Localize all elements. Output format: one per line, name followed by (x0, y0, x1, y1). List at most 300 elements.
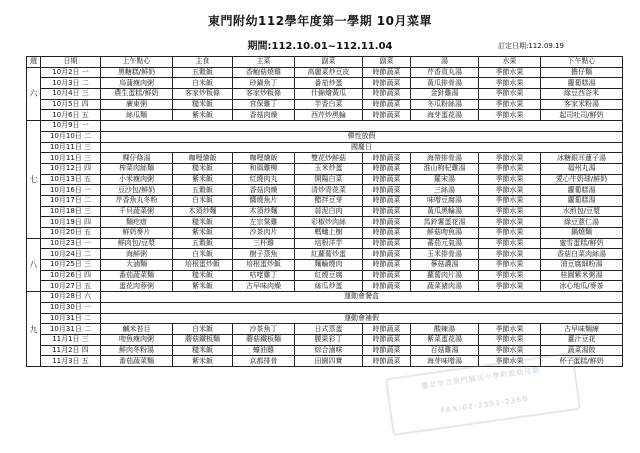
date-text: 10月16日 (49, 185, 82, 194)
staple-cell: 五穀飯 (173, 67, 233, 78)
staple-cell: 五穀飯 (173, 185, 233, 196)
staple-cell: 糙米飯 (173, 270, 233, 281)
am-snack-cell: 榨菜肉絲麵 (101, 163, 173, 174)
main-dish-cell: 三杯雞 (233, 238, 295, 249)
pm-snack-cell: 桂圓紫米粥湯 (541, 270, 623, 281)
pm-snack-cell: 客家米粉湯 (541, 99, 623, 110)
fruit-cell: 季節水果 (479, 324, 541, 335)
date-cell (41, 131, 101, 142)
day-row (27, 153, 623, 164)
day-row (27, 67, 623, 78)
menu-body (27, 67, 623, 366)
date-cell (41, 228, 101, 239)
staple-cell: 紫米飯 (173, 174, 233, 185)
main-dish-cell: 砂鍋魚丁 (233, 78, 295, 89)
pm-snack-cell: 擔仔麵 (541, 67, 623, 78)
pm-snack-cell: 鍋燒麵 (541, 228, 623, 239)
weekday-text: 二 (81, 78, 89, 87)
menu-period: 期間:112.10.01~112.11.04 (247, 41, 393, 52)
soup-cell: 酸辣湯 (411, 324, 479, 335)
side-dish-1-cell: 麵輪燒肉 (295, 260, 363, 271)
weekday-text: 三 (84, 260, 92, 269)
day-row (27, 281, 623, 292)
day-row (27, 270, 623, 281)
weekday-text: 一 (81, 121, 89, 130)
day-row (27, 324, 623, 335)
staple-cell: 培根蛋炒飯 (173, 260, 233, 271)
date-cell (41, 217, 101, 228)
pm-snack-cell: 杯子蛋糕/鮮奶 (541, 356, 623, 367)
soup-cell: 蘿蔔肉片湯 (411, 270, 479, 281)
date-cell (41, 281, 101, 292)
side-dish-2-cell: 時節蔬菜 (363, 217, 411, 228)
date-text: 10月31日 (49, 324, 82, 333)
side-dish-1-cell: 培根洋芋 (295, 238, 363, 249)
pm-snack-cell: 福州丸湯 (541, 163, 623, 174)
side-dish-2-cell: 時節蔬菜 (363, 206, 411, 217)
fruit-cell: 季節水果 (479, 217, 541, 228)
am-snack-cell: 海鮮粥 (101, 249, 173, 260)
staple-cell: 紫米飯 (173, 281, 233, 292)
main-dish-cell: 和風雞柳 (233, 163, 295, 174)
weekday-text: 一 (84, 303, 92, 312)
am-snack-cell: 番茄蔬菜麵 (101, 356, 173, 367)
soup-cell: 三絲湯 (411, 185, 479, 196)
side-dish-2-cell: 時節蔬菜 (363, 281, 411, 292)
side-dish-2-cell: 時節蔬菜 (363, 174, 411, 185)
date-text: 10月12日 (49, 164, 82, 173)
fruit-cell: 季節水果 (479, 174, 541, 185)
date-cell (41, 260, 101, 271)
header-soup: 湯 (411, 57, 479, 68)
am-snack-cell: 番茄蔬菜麵 (101, 270, 173, 281)
staple-cell: 糙米飯 (173, 345, 233, 356)
side-dish-2-cell: 時節蔬菜 (363, 228, 411, 239)
am-snack-cell: 麵疙瘩 (101, 217, 173, 228)
date-text: 10月24日 (49, 249, 82, 258)
date-cell (41, 121, 101, 132)
date-text: 10月3日 (52, 78, 80, 87)
staple-cell: 白米飯 (173, 195, 233, 206)
main-dish-cell: 香菇肉燥 (233, 110, 295, 121)
side-dish-2-cell: 時節蔬菜 (363, 78, 411, 89)
pm-snack-cell: 水煎包/豆漿 (541, 206, 623, 217)
staple-cell: 糙米飯 (173, 99, 233, 110)
fruit-cell: 季節水果 (479, 67, 541, 78)
side-dish-1-cell: 蒜泥白肉 (295, 206, 363, 217)
staple-cell: 紫米飯 (173, 110, 233, 121)
event-note: 運動會餐盒 (101, 292, 623, 303)
side-dish-1-cell: 紅燒豆腐 (295, 270, 363, 281)
main-dish-cell: 香鮑菇燒雞 (233, 67, 295, 78)
pm-snack-cell: 蘿蔔糕湯 (541, 78, 623, 89)
side-dish-1-cell: 綜合滷味 (295, 345, 363, 356)
soup-cell: 紫菜蛋花湯 (411, 334, 479, 345)
main-dish-cell: 咕咾雞丁 (233, 270, 295, 281)
soup-cell: 玉米排骨湯 (411, 249, 479, 260)
date-text: 10月4日 (52, 89, 80, 98)
weekday-text: 四 (84, 164, 92, 173)
fruit-cell: 季節水果 (479, 334, 541, 345)
main-dish-cell: 沙茶魚丁 (233, 324, 295, 335)
weekday-text: 二 (84, 313, 92, 322)
side-dish-1-cell: 田園四寶 (295, 356, 363, 367)
event-note: 國慶日 (101, 142, 623, 153)
day-row (27, 99, 623, 110)
fruit-cell: 季節水果 (479, 185, 541, 196)
side-dish-2-cell: 時節蔬菜 (363, 185, 411, 196)
main-dish-cell: 醬燒魚片 (233, 195, 295, 206)
fruit-cell: 季節水果 (479, 260, 541, 271)
pm-snack-cell: 綠豆薏仁湯 (541, 217, 623, 228)
pm-snack-cell: 綠豆西谷米 (541, 89, 623, 100)
date-text: 10月31日 (49, 313, 82, 322)
day-row (27, 185, 623, 196)
soup-cell: 蔬菜豬肉湯 (411, 281, 479, 292)
soup-cell: 淮山枸杞雞湯 (411, 163, 479, 174)
event-note: 彈性放假 (101, 131, 623, 142)
staple-cell: 白米飯 (173, 324, 233, 335)
note-row (27, 121, 623, 132)
date-text: 10月20日 (49, 228, 82, 237)
am-snack-cell: 鮮奶麥片 (101, 228, 173, 239)
weekday-text: 二 (84, 132, 92, 141)
weekday-text: 二 (84, 249, 92, 258)
weekday-text: 一 (84, 239, 92, 248)
day-row (27, 163, 623, 174)
date-cell (41, 313, 101, 324)
weekday-text: 四 (84, 271, 92, 280)
date-cell (41, 345, 101, 356)
am-snack-cell: 烏蒲瘦肉粥 (101, 78, 173, 89)
stamp-school-name: 臺北市立東門國民小學附設幼兒園 (420, 365, 541, 391)
date-text: 10月6日 (52, 110, 80, 119)
fruit-cell: 季節水果 (479, 99, 541, 110)
side-dish-2-cell: 時節蔬菜 (363, 249, 411, 260)
side-dish-2-cell: 時節蔬菜 (363, 260, 411, 271)
event-note (101, 302, 623, 313)
event-note: 運動會補假 (101, 313, 623, 324)
date-text: 10月10日 (49, 132, 82, 141)
side-dish-1-cell: 番茄炒蛋 (295, 78, 363, 89)
day-row (27, 206, 623, 217)
side-dish-2-cell: 時節蔬菜 (363, 356, 411, 367)
weekday-text: 二 (84, 196, 92, 205)
staple-cell: 糙米飯 (173, 217, 233, 228)
soup-cell: 金針雞湯 (411, 89, 479, 100)
note-row (27, 313, 623, 324)
pm-snack-cell: 蜜雪蛋糕/鮮奶 (541, 238, 623, 249)
day-row (27, 110, 623, 121)
day-row (27, 260, 623, 271)
pm-snack-cell: 薑汁豆花 (541, 334, 623, 345)
date-cell (41, 153, 101, 164)
staple-cell: 咖哩燴飯 (173, 153, 233, 164)
day-row (27, 345, 623, 356)
am-snack-cell: 大滷麵 (101, 260, 173, 271)
date-text: 10月17日 (49, 196, 82, 205)
main-dish-cell: 左宗棠雞 (233, 217, 295, 228)
soup-cell: 百菇雞湯 (411, 345, 479, 356)
side-dish-2-cell: 時節蔬菜 (363, 334, 411, 345)
date-cell (41, 206, 101, 217)
fruit-cell: 季節水果 (479, 249, 541, 260)
weekday-text: 四 (81, 345, 89, 354)
side-dish-1-cell: 彩椒炒肉絲 (295, 217, 363, 228)
date-text: 10月30日 (49, 303, 82, 312)
staple-cell: 白米飯 (173, 78, 233, 89)
soup-cell: 冬瓜粉絲湯 (411, 99, 479, 110)
side-dish-2-cell: 時節蔬菜 (363, 89, 411, 100)
fruit-cell: 季節水果 (479, 206, 541, 217)
side-dish-1-cell: 絲瓜炒蛋 (295, 281, 363, 292)
date-text: 10月23日 (49, 239, 82, 248)
pm-snack-cell: 起司吐司/鮮奶 (541, 110, 623, 121)
am-snack-cell: 廣東粥 (101, 99, 173, 110)
am-snack-cell: 鮮肉冬粉湯 (101, 345, 173, 356)
day-row (27, 238, 623, 249)
date-cell (41, 356, 101, 367)
pm-snack-cell: 愛心牛奶球/鮮奶 (541, 174, 623, 185)
weekday-text: 三 (81, 89, 89, 98)
side-dish-2-cell: 時節蔬菜 (363, 324, 411, 335)
am-snack-cell: 絲瓜麵 (101, 110, 173, 121)
header-side-dish-1: 副菜 (295, 57, 363, 68)
day-row (27, 217, 623, 228)
menu-table (26, 56, 623, 367)
day-row (27, 195, 623, 206)
staple-cell: 蘑菇鐵板麵 (173, 334, 233, 345)
day-row (27, 334, 623, 345)
staple-cell: 木須炒麵 (173, 206, 233, 217)
date-cell (41, 238, 101, 249)
date-cell (41, 249, 101, 260)
side-dish-1-cell: 螞蟻上樹 (295, 228, 363, 239)
pm-snack-cell: 油豆腐細粉湯 (541, 260, 623, 271)
date-text: 11月1日 (52, 335, 80, 344)
soup-cell: 蔘菇濃湯 (411, 260, 479, 271)
am-snack-cell: 小米瘦肉粥 (101, 174, 173, 185)
date-cell (41, 174, 101, 185)
weekday-text: 五 (84, 281, 92, 290)
page-title: 東門附幼112學年度第一學期 10月菜單 (208, 14, 432, 28)
weekday-text: 一 (84, 185, 92, 194)
date-text: 10月13日 (49, 174, 82, 183)
date-cell (41, 292, 101, 303)
side-dish-1-cell: 什錦燴黃瓜 (295, 89, 363, 100)
fruit-cell: 季節水果 (479, 89, 541, 100)
side-dish-2-cell: 時節蔬菜 (363, 67, 411, 78)
day-row (27, 249, 623, 260)
soup-cell: 黃瓜排骨湯 (411, 78, 479, 89)
weekday-text: 三 (84, 142, 92, 151)
side-dish-1-cell: 西芹炒黑輪 (295, 110, 363, 121)
soup-cell: 鮮菇吻魚湯 (411, 228, 479, 239)
event-note (101, 121, 623, 132)
header-staple: 主食 (173, 57, 233, 68)
side-dish-2-cell: 時節蔬菜 (363, 238, 411, 249)
revised-date: 訂定日期:112.09.19 (498, 42, 564, 50)
side-dish-2-cell: 時節蔬菜 (363, 195, 411, 206)
week-number: 九 (27, 292, 41, 367)
soup-cell: 味噌豆腐湯 (411, 195, 479, 206)
soup-cell: 海芽蛋花湯 (411, 110, 479, 121)
am-snack-cell: 芹香魚丸冬粉 (101, 195, 173, 206)
pm-snack-cell: 香菇白菜肉絲湯 (541, 249, 623, 260)
date-text: 10月27日 (49, 281, 82, 290)
side-dish-2-cell: 時節蔬菜 (363, 110, 411, 121)
side-dish-2-cell: 時節蔬菜 (363, 345, 411, 356)
date-text: 10月5日 (52, 100, 80, 109)
note-row (27, 142, 623, 153)
side-dish-1-cell: 日式蒸蛋 (295, 324, 363, 335)
weekday-text: 三 (81, 335, 89, 344)
note-row (27, 292, 623, 303)
day-row (27, 78, 623, 89)
week-number: 七 (27, 121, 41, 239)
main-dish-cell: 培根蛋炒飯 (233, 260, 295, 271)
weekday-text: 四 (81, 100, 89, 109)
soup-cell: 芹香貢丸湯 (411, 67, 479, 78)
date-cell (41, 195, 101, 206)
weekday-text: 六 (84, 292, 92, 301)
date-cell (41, 67, 101, 78)
main-dish-cell: 京都排骨 (233, 356, 295, 367)
side-dish-1-cell: 醋拌豆芽 (295, 195, 363, 206)
fruit-cell: 季節水果 (479, 281, 541, 292)
soup-cell: 羅宋湯 (411, 174, 479, 185)
date-cell (41, 302, 101, 313)
fruit-cell: 季節水果 (479, 345, 541, 356)
main-dish-cell: 蠔油雞 (233, 345, 295, 356)
am-snack-cell: 農生蛋糕/鮮奶 (101, 89, 173, 100)
main-dish-cell: 咖哩燴飯 (233, 153, 295, 164)
day-row (27, 228, 623, 239)
main-dish-cell: 沙茶肉片 (233, 228, 295, 239)
date-text: 10月18日 (49, 206, 82, 215)
note-row (27, 302, 623, 313)
main-dish-cell: 香菇肉燥 (233, 185, 295, 196)
date-cell (41, 78, 101, 89)
pm-snack-cell: 古早味麵線 (541, 324, 623, 335)
date-text: 11月2日 (52, 345, 80, 354)
side-dish-1-cell: 雙花炒鮮菇 (295, 153, 363, 164)
side-dish-1-cell: 玉米炒蛋 (295, 163, 363, 174)
soup-cell: 蕃茄元氣湯 (411, 238, 479, 249)
date-text: 10月26日 (49, 271, 82, 280)
date-text: 10月11日 (49, 142, 82, 151)
side-dish-1-cell: 紅蘿蔔炒蛋 (295, 249, 363, 260)
weekday-text: 一 (81, 68, 89, 77)
main-dish-cell: 樹子蒸魚 (233, 249, 295, 260)
weekday-text: 五 (84, 228, 92, 237)
am-snack-cell: 蛋花肉蓉粥 (101, 281, 173, 292)
header-pm-snack: 下午點心 (541, 57, 623, 68)
staple-cell: 客家炒粄條 (173, 89, 233, 100)
staple-cell: 五穀飯 (173, 238, 233, 249)
day-row (27, 174, 623, 185)
side-dish-2-cell: 時節蔬菜 (363, 99, 411, 110)
side-dish-2-cell: 時節蔬菜 (363, 153, 411, 164)
side-dish-1-cell: 高麗菜炒豆皮 (295, 67, 363, 78)
main-dish-cell: 宮保雞丁 (233, 99, 295, 110)
date-cell (41, 334, 101, 345)
date-cell (41, 110, 101, 121)
date-cell (41, 270, 101, 281)
pm-snack-cell: 冰心地瓜/麥茶 (541, 281, 623, 292)
date-text: 10月19日 (49, 217, 82, 226)
fruit-cell: 季節水果 (479, 153, 541, 164)
am-snack-cell: 鹹米苔目 (101, 324, 173, 335)
soup-cell: 黃瓜黑輪湯 (411, 206, 479, 217)
weekday-text: 三 (84, 206, 92, 215)
weekday-text: 二 (84, 324, 92, 333)
date-cell (41, 89, 101, 100)
am-snack-cell: 豆沙包/鮮奶 (101, 185, 173, 196)
staple-cell: 白米飯 (173, 249, 233, 260)
header-side-dish-2: 副菜 (363, 57, 411, 68)
weekday-text: 四 (84, 217, 92, 226)
weekday-text: 五 (81, 356, 89, 365)
soup-cell: 海芽味噌湯 (411, 356, 479, 367)
pm-snack-cell: 冰糖銀耳蓮子湯 (541, 153, 623, 164)
main-dish-cell: 木須炒麵 (233, 206, 295, 217)
date-cell (41, 99, 101, 110)
fruit-cell: 季節水果 (479, 228, 541, 239)
main-dish-cell: 蘑菇鐵板麵 (233, 334, 295, 345)
fruit-cell: 季節水果 (479, 238, 541, 249)
day-row (27, 89, 623, 100)
staple-cell: 糙米飯 (173, 163, 233, 174)
date-text: 10月2日 (52, 68, 80, 77)
date-cell (41, 324, 101, 335)
pm-snack-cell: 蘿蔔糕湯 (541, 195, 623, 206)
stamp-fax: FAX:02-2351-2368 (440, 394, 529, 415)
side-dish-1-cell: 開陽白菜 (295, 174, 363, 185)
week-number: 六 (27, 67, 41, 120)
date-cell (41, 163, 101, 174)
main-dish-cell: 客家炒粄條 (233, 89, 295, 100)
fruit-cell: 季節水果 (479, 110, 541, 121)
fruit-cell: 季節水果 (479, 195, 541, 206)
fruit-cell: 季節水果 (479, 356, 541, 367)
side-dish-1-cell: 清炒青花菜 (295, 185, 363, 196)
week-number: 八 (27, 238, 41, 291)
side-dish-2-cell: 時節蔬菜 (363, 163, 411, 174)
staple-cell: 紫米飯 (173, 228, 233, 239)
date-cell (41, 142, 101, 153)
am-snack-cell: 黑糖糕/鮮奶 (101, 67, 173, 78)
header-date: 日期 (41, 57, 101, 68)
am-snack-cell: 粿仔條湯 (101, 153, 173, 164)
pm-snack-cell: 蘿蔔糕湯 (541, 185, 623, 196)
weekday-text: 五 (81, 110, 89, 119)
weekday-text: 三 (84, 153, 92, 162)
side-dish-2-cell: 時節蔬菜 (363, 270, 411, 281)
date-text: 10月9日 (52, 121, 80, 130)
date-text: 10月25日 (49, 260, 82, 269)
side-dish-1-cell: 芋香白菜 (295, 99, 363, 110)
main-dish-cell: 紅燒肉丸 (233, 174, 295, 185)
soup-cell: 海帶排骨湯 (411, 153, 479, 164)
date-cell (41, 185, 101, 196)
header-week: 週 (27, 57, 41, 68)
fruit-cell: 季節水果 (479, 270, 541, 281)
pm-snack-cell: 蔬菜湯餃 (541, 345, 623, 356)
main-dish-cell: 古早味肉燥 (233, 281, 295, 292)
date-text: 10月11日 (49, 153, 82, 162)
header-am-snack: 上午點心 (101, 57, 173, 68)
